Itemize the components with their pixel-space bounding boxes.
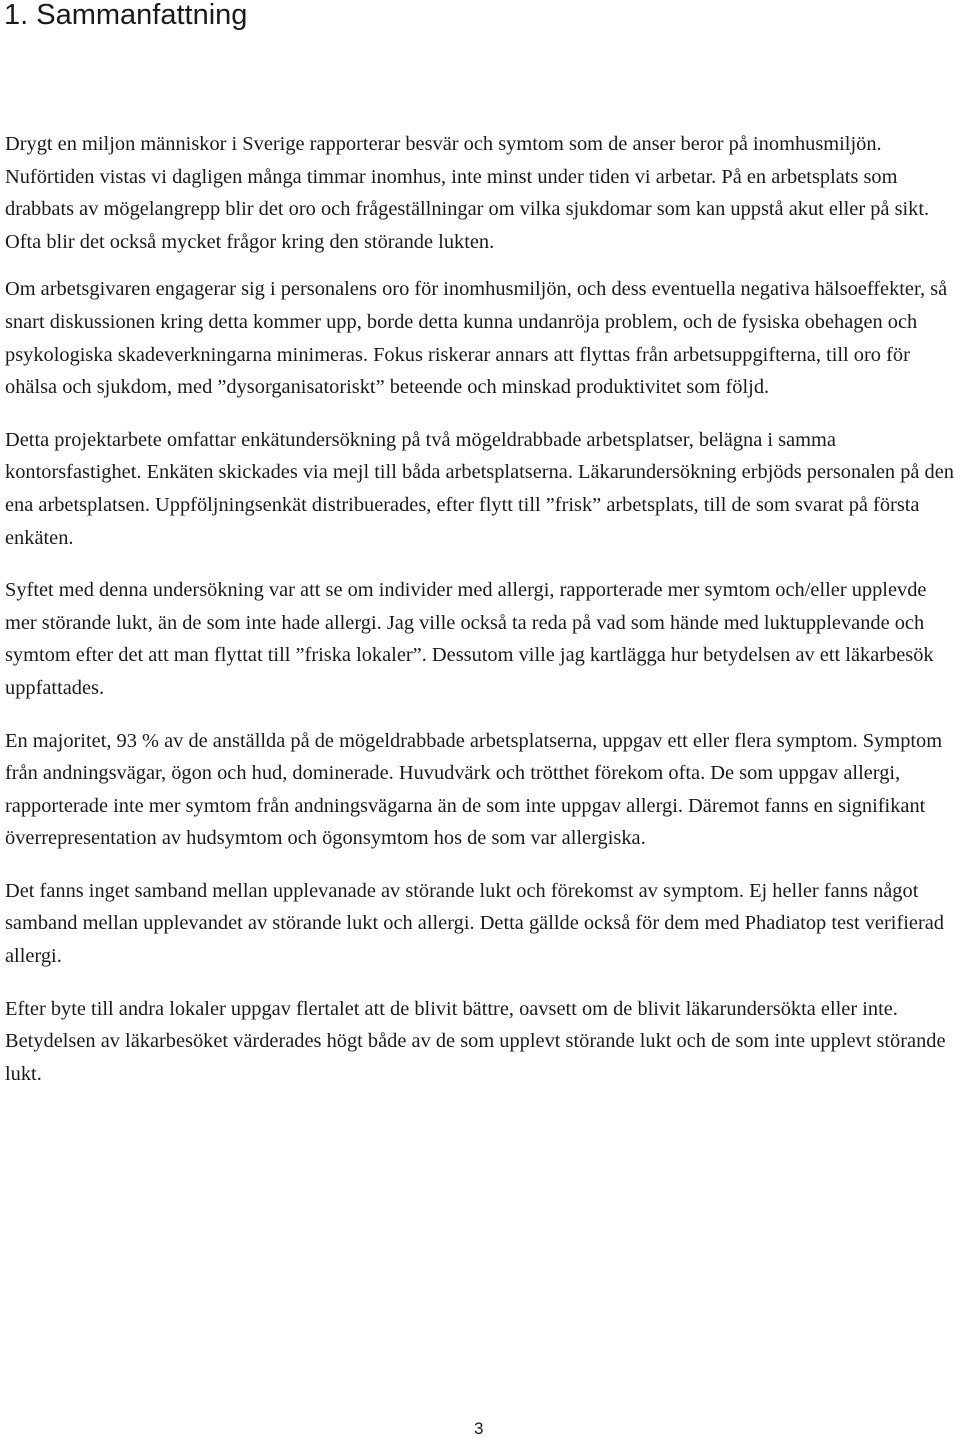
paragraph-results-relocation: Efter byte till andra lokaler uppgav flertalet att de blivit bättre, oavsett om de blivit läkarundersökta eller inte. Betydelsen av läkarbesöket värderades högt både av de som upplevt störande lukt och de som inte upplevt störande lukt.	[5, 997, 946, 1085]
paragraph-purpose: Syftet med denna undersökning var att se om individer med allergi, rapporterade mer symtom och/eller upplevde mer störande lukt, än de som inte hade allergi. Jag ville också ta reda på vad som hände med luktupplevande och symtom efter det att man flyttat till ”friska lokaler”. Dessutom ville jag kartlägga hur betydelsen av ett läkarbesök uppfattades.	[5, 579, 934, 699]
paragraph-results-odor: Det fanns inget samband mellan upplevanade av störande lukt och förekomst av symptom. Ej heller fanns något samband mellan upplevandet av störande lukt och allergi. Detta gällde också för dem med Phadiatop test verifierad allergi.	[5, 879, 944, 968]
page-number: 3	[474, 1419, 484, 1438]
section-heading: 1. Sammanfattning	[4, 0, 248, 31]
paragraph-employer: Om arbetsgivaren engagerar sig i personalens oro för inomhusmiljön, och dess eventuella negativa hälsoeffekter, så snart diskussionen kring detta kommer upp, borde detta kunna undanröja problem, och de fysiska obehagen och psykologiska skadeverkningarna minimeras. Fokus riskerar annars att flyttas från arbetsuppgifterna, till oro för ohälsa och sjukdom, med ”dysorganisatoriskt” beteende och minskad produktivitet som följd.	[5, 278, 948, 399]
summary-body	[5, 128, 960, 1110]
paragraph-intro: Drygt en miljon människor i Sverige rapporterar besvär och symtom som de anser beror på inomhusmiljön. Nuförtiden vistas vi dagligen många timmar inomhus, inte minst under tiden vi arbetar. På en arbetsplats som drabbats av mögelangrepp blir det oro och frågeställningar om vilka sjukdomar som kan uppstå akut eller på sikt. Ofta blir det också mycket frågor kring den störande lukten.	[5, 133, 930, 253]
paragraph-results-symptoms: En majoritet, 93 % av de anställda på de mögeldrabbade arbetsplatserna, uppgav ett eller flera symptom. Symptom från andningsvägar, ögon och hud, dominerade. Huvudvärk och trötthet förekom ofta. De som uppgav allergi, rapporterade inte mer symtom från andningsvägarna än de som inte uppgav allergi. Däremot fanns en signifikant överrepresentation av hudsymtom och ögonsymtom hos de som var allergiska.	[5, 729, 943, 850]
paragraph-project: Detta projektarbete omfattar enkätundersökning på två mögeldrabbade arbetsplatser, belägna i samma kontorsfastighet. Enkäten skickades via mejl till båda arbetsplatserna. Läkarundersökning erbjöds personalen på den ena arbetsplatsen. Uppföljningsenkät distribuerades, efter flytt till ”frisk” arbetsplats, till de som svarat på första enkäten.	[5, 428, 955, 549]
